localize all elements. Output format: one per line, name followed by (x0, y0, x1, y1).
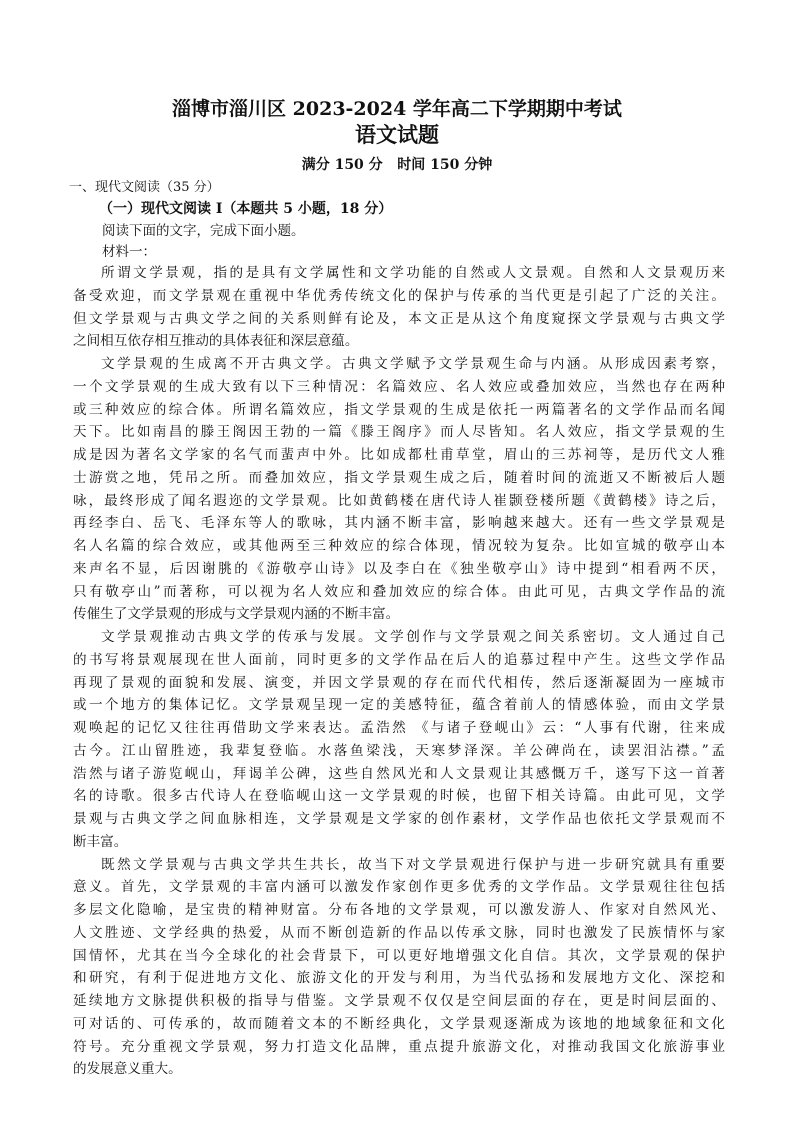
paragraph-line: 观唤起的记忆又往往再借助文学来表达。孟浩然 《与诸子登岘山》云：“人事有代谢，往来成 (73, 720, 725, 736)
paragraph-line: 浩然与诸子游览岘山，拜谒羊公碑，这些自然风光和人文景观让其感慨万千，遂写下这一首著 (73, 765, 725, 782)
subsection-heading: （一）现代文阅读 I（本题共 5 小题，18 分） (99, 201, 393, 217)
paragraph-line: 符号。充分重视文学景观，努力打造文化品牌，重点提升旅游文化，对推动我国文化旅游事业 (73, 1038, 725, 1055)
paragraph-line: 古今。江山留胜迹，我辈复登临。水落鱼梁浅，天寒梦泽深。羊公碑尚在，读罢泪沾襟。”孟 (73, 742, 725, 759)
paragraph-line: 备受欢迎，而文学景观在重视中华优秀传统文化的保护与传承的当代更是引起了广泛的关注。 (73, 287, 725, 304)
paragraph-line: 再现了景观的面貌和发展、演变，并因文学景观的存在而代代相传，然后逐渐凝固为一座城市 (73, 674, 725, 691)
paragraph-line: 多层文化隐喻，是宝贵的精神财富。分布各地的文学景观，可以激发游人、作家对自然风光、 (73, 902, 725, 918)
paragraph-line: 和研究，有利于促进地方文化、旅游文化的开发与利用，为当代弘扬和发展地方文化、深挖和 (73, 970, 725, 987)
paragraph-line: 名人名篇的综合效应，或其他两至三种效应的综合体现，情况较为复杂。比如宣城的敬亭山本 (73, 538, 725, 554)
paragraph-line: 或三种效应的综合体。所谓名篇效应，指文学景观的生成是依托一两篇著名的文学作品而名闻 (73, 401, 725, 418)
paragraph-line: 之间相互依存相互推动的具体表征和深层意蕴。 (73, 333, 359, 350)
paragraph (73, 626, 725, 854)
paragraph-line: 文学景观的生成离不开古典文学。古典文学赋予文学景观生命与内涵。从形成因素考察， (101, 356, 725, 372)
paragraph-line: 文学景观推动古典文学的传承与发展。文学创作与文学景观之间关系密切。文人通过自己 (101, 629, 725, 645)
paragraph-line: 延续地方文脉提供积极的指导与借鉴。文学景观不仅仅是空间层面的存在，更是时间层面的、 (73, 993, 725, 1009)
paragraph-line: 景观与古典文学之间血脉相连，文学景观是文学家的创作素材，文学作品也依托文学景观而不 (73, 811, 725, 827)
reading-instruction: 阅读下面的文字，完成下面小题。 (102, 223, 305, 239)
paragraph (73, 854, 725, 1082)
paragraph-line: 但文学景观与古典文学之间的关系则鲜有论及，本文正是从这个角度窥探文学景观与古典文学 (73, 310, 725, 327)
reading-passage (73, 262, 725, 1081)
score-time-info: 满分 150 分 时间 150 分钟 (301, 157, 493, 173)
paragraph-line: 或一个地方的集体记忆。文学景观呈现一定的美感特征，蕴含着前人的情感体验，而由文学景 (73, 697, 725, 714)
paragraph-line: 名的诗歌。很多古代诗人在登临岘山这一文学景观的时候，也留下相关诗篇。由此可见，文学 (73, 788, 725, 805)
paragraph-line: 既然文学景观与古典文学共生共长，故当下对文学景观进行保护与进一步研究就具有重要 (101, 856, 725, 873)
paragraph-line: 一个文学景观的生成大致有以下三种情况：名篇效应、名人效应或叠加效应，当然也存在两种 (73, 378, 725, 395)
paragraph-line: 意义。首先，文学景观的丰富内涵可以激发作家创作更多优秀的文学作品。文学景观往往包括 (73, 879, 725, 896)
paragraph-line: 断丰富。 (73, 833, 128, 850)
paragraph-line: 人文胜迹、文学经典的热爱，从而不断创造新的作品以传承文脉，同时也激发了民族情怀与家 (73, 924, 725, 941)
paragraph-line: 再经李白、岳飞、毛泽东等人的歌咏，其内涵不断丰富，影响越来越大。还有一些文学景观是 (73, 515, 725, 532)
paragraph-line: 天下。比如南昌的滕王阁因王勃的一篇《滕王阁序》而人尽皆知。名人效应，指文学景观的生 (73, 424, 725, 441)
subject-title: 语文试题 (355, 122, 439, 147)
exam-title: 淄博市淄川区 2023-2024 学年高二下学期期中考试 (172, 98, 622, 120)
paragraph-line: 成是因为著名文学家的名气而蜚声中外。比如成都杜甫草堂，眉山的三苏祠等，是历代文人雅 (73, 447, 725, 463)
paragraph-line: 来声名不显，后因谢朓的《游敬亭山诗》以及李白在《独坐敬亭山》诗中提到“相看两不厌， (73, 560, 725, 577)
paragraph-line: 只有敬亭山”而著称，可以视为名人效应和叠加效应的综合体。由此可见，古典文学作品的流 (73, 583, 725, 600)
paragraph-line: 咏，最终形成了闻名遐迩的文学景观。比如黄鹤楼在唐代诗人崔颢登楼所题《黄鹤楼》诗之后， (73, 492, 725, 509)
paragraph-line: 传催生了文学景观的形成与文学景观内涵的不断丰富。 (73, 606, 400, 623)
section-heading: 一、现代文阅读（35 分） (69, 180, 220, 195)
paragraph-line: 所谓文学景观，指的是具有文学属性和文学功能的自然或人文景观。自然和人文景观历来 (101, 265, 725, 281)
paragraph-line: 的书写将景观展现在世人面前，同时更多的文学作品在后人的追慕过程中产生。这些文学作品 (73, 651, 725, 668)
paragraph (73, 262, 725, 353)
paragraph-line: 士游赏之地，凭吊之所。而叠加效应，指文学景观生成之后，随着时间的流逝又不断被后人题 (73, 469, 725, 486)
paragraph-line: 可对话的、可传承的，故而随着文本的不断经典化，文学景观逐渐成为该地的地域象征和文化 (73, 1015, 725, 1032)
paragraph (73, 353, 725, 626)
paragraph-line: 的发展意义重大。 (73, 1061, 182, 1078)
material-label: 材料一： (102, 244, 156, 260)
paragraph-line: 国情怀，尤其在当今全球化的社会背景下，可以更好地增强文化自信。其次，文学景观的保护 (73, 947, 725, 964)
